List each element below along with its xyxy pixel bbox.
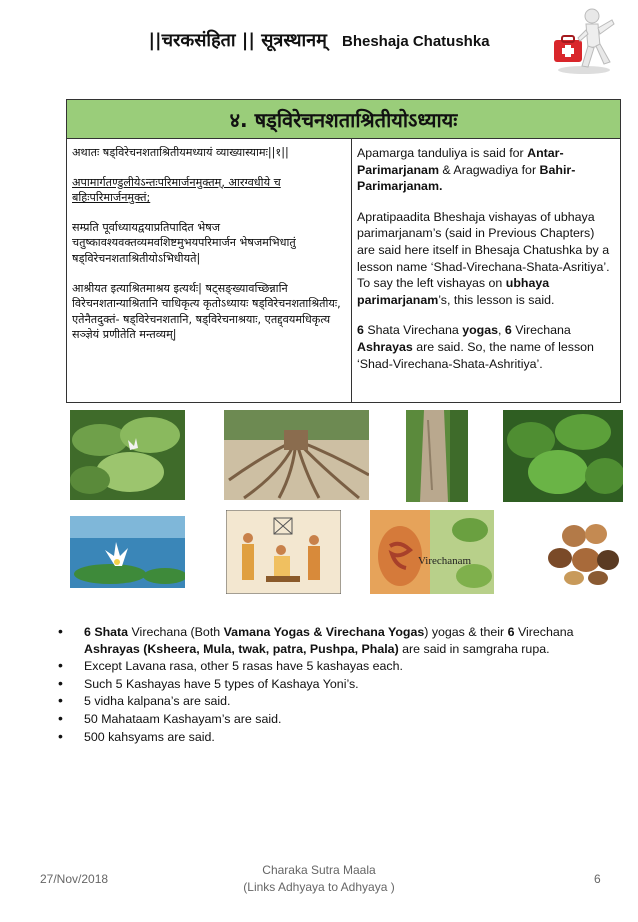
english-para-3: 6 Shata Virechana yogas, 6 Virechana Ashrayas are said. So, the name of lesson ‘Shad-Virechana-Shata-Ashritiya’. — [357, 323, 594, 371]
chapter-table — [66, 99, 621, 403]
english-column — [352, 139, 620, 402]
footer-title — [0, 862, 638, 896]
virechanam-label: Virechanam — [418, 555, 472, 567]
sanskrit-title: ||चरकसंहिता || सूत्रस्थानम् — [148, 30, 327, 51]
bullet-item: • 500 kahsyams are said. — [58, 729, 628, 746]
bullet-item: • Such 5 Kashayas have 5 types of Kashaya Yoni’s. — [58, 676, 628, 693]
banyan-roots-image — [224, 410, 369, 500]
page-header — [0, 28, 638, 52]
digestive-system-graphic — [370, 510, 494, 594]
bullet-item: • 5 vidha kalpana’s are said. — [58, 693, 628, 710]
plant-leaves-image — [70, 410, 185, 500]
sanskrit-para-4: आश्रीयत इत्याश्रितमाश्रय इत्यर्थः| षट्सङ्ख्यावच्छिन्नानि विरेचनशतान्याश्रितानि चाधिकृत्य कृतोऽध्यायः षड्विरेचनशताश्रितीयः, एतेनैतदुक्तं- षड्विरेचनशतानि, षड्विरेचनाश्रयाः, एतद्द्वयमधिकृत्य सञ्ज्ञेयं प्रणीतेति मन्तव्यम्| — [72, 281, 341, 342]
sanskrit-para-3: सम्प्रति पूर्वाध्यायद्वयाप्रतिपादित भेषज चतुष्कावश्यवक्तव्यमवशिष्टमुभयपरिमार्जन भेषजमभिधातुं षड्विरेचनशताश्रितीयोऽभिधीयते| — [72, 220, 296, 265]
english-para-1: Apamarga tanduliya is said for Antar-Parimarjanam & Aragwadiya for Bahir-Parimarjanam. — [357, 146, 576, 194]
mascot-doctor-kit-icon — [548, 6, 620, 76]
bullet-item: • Except Lavana rasa, other 5 rasas have 5 kashayas each. — [58, 658, 628, 675]
footer-line-1: Charaka Sutra Maala — [262, 863, 376, 877]
english-title: Bheshaja Chatushka — [341, 33, 490, 50]
english-para-2: Apratipaadita Bheshaja vishayas of ubhaya parimarjanam’s (said in Previous Chapters) are said here itself in Bhesaja Chatushka by a lesson name ‘Shad-Virechana-Shata-Asritiya’. To say the left vishayas on ubhaya parimarjanam’s, this lesson is said. — [357, 209, 610, 307]
ayurveda-illustration-image — [226, 510, 341, 594]
bullet-item: • 6 Shata Virechana (Both Vamana Yogas & Virechana Yogas) yogas & their 6 Virechana Ashrayas (Ksheera, Mula, twak, patra, Pushpa, Phala) are said in samgraha rupa. — [58, 624, 628, 657]
page-number: 6 — [594, 872, 601, 886]
footer-line-2: (Links Adhyaya to Adhyaya ) — [243, 880, 395, 894]
green-leaves-image — [503, 410, 623, 502]
bullet-item: • 50 Mahataam Kashayam’s are said. — [58, 711, 628, 728]
chapter-heading: ४. षड्विरेचनशताश्रितीयोऽध्यायः — [67, 100, 620, 139]
sanskrit-para-1: अथातः षड्विरेचनशताश्रितीयमध्यायं व्याख्यास्यामः||१|| — [72, 146, 289, 159]
nuts-seeds-image — [540, 518, 622, 588]
sanskrit-para-2: अपामार्गतण्डुलीयेऽन्तःपरिमार्जनमुक्तम्, आरग्वधीये च बहिःपरिमार्जनमुक्तं; — [72, 175, 281, 205]
virechanam-image — [370, 510, 494, 594]
summary-bullets — [58, 624, 628, 746]
sanskrit-column — [67, 139, 352, 402]
tree-trunk-image — [406, 410, 468, 502]
footer-date: 27/Nov/2018 — [40, 872, 109, 886]
white-lotus-image — [70, 516, 185, 588]
